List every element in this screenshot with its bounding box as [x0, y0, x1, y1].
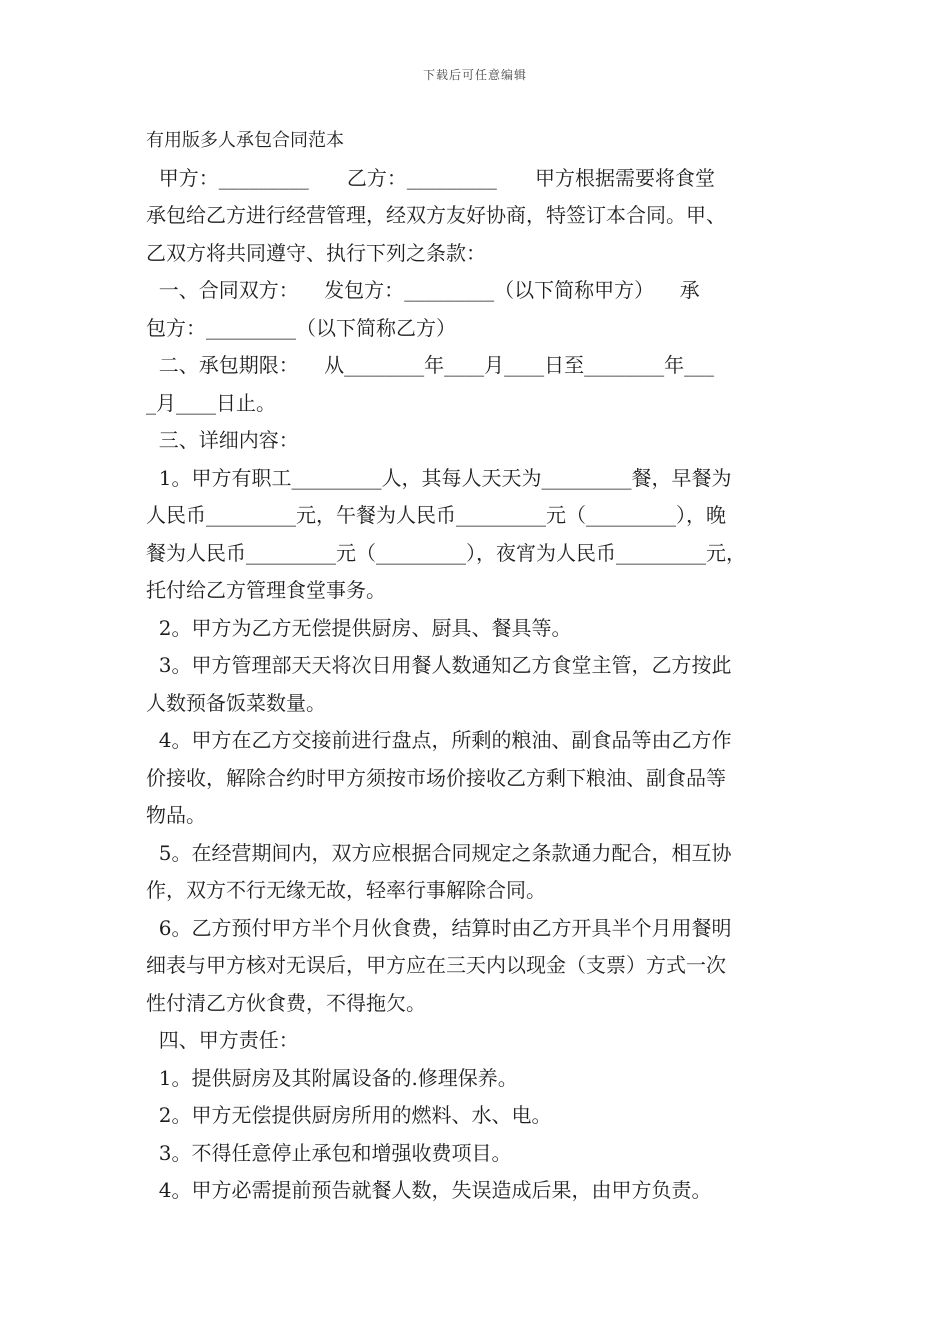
text-line: 乙双方将共同遵守、执行下列之条款： [146, 240, 486, 265]
text-line: 5。在经营期间内，双方应根据合同规定之条款通力配合，相互协 [146, 840, 732, 865]
text-line: 二、承包期限： 从________年____月____日至________年___ [146, 353, 715, 377]
document-title: 有用版多人承包合同范本 [146, 130, 344, 151]
text-line: 包方：_________（以下简称乙方） [146, 315, 456, 340]
text-line: 托付给乙方管理食堂事务。 [146, 578, 386, 602]
text-line: 人民币_________元，午餐为人民币_________元（_________），晚 [146, 503, 726, 527]
text-line: 6。乙方预付甲方半个月伙食费，结算时由乙方开具半个月用餐明 [146, 915, 732, 940]
text-line: 物品。 [146, 803, 206, 827]
text-line: 3。不得任意停止承包和增强收费项目。 [146, 1140, 512, 1165]
text-line: _月____日止。 [146, 390, 276, 415]
text-line: 4。甲方在乙方交接前进行盘点，所剩的粮油、副食品等由乙方作 [146, 728, 732, 752]
text-line: 价接收，解除合约时甲方须按市场价接收乙方剩下粮油、副食品等 [146, 765, 726, 790]
text-line: 作，双方不行无缘无故，轻率行事解除合同。 [146, 878, 546, 902]
text-line: 4。甲方必需提前预告就餐人数，失误造成后果，由甲方负责。 [146, 1178, 712, 1202]
text-line: 性付清乙方伙食费，不得拖欠。 [146, 990, 426, 1015]
text-line: 餐为人民币_________元（_________），夜宵为人民币_________元， [146, 540, 746, 565]
text-line: 细表与甲方核对无误后，甲方应在三天内以现金（支票）方式一次 [146, 953, 726, 977]
section-heading: 三、详细内容： [146, 428, 299, 452]
document-body [146, 122, 808, 1210]
text-line: 3。甲方管理部天天将次日用餐人数通知乙方食堂主管，乙方按此 [146, 653, 732, 677]
page-header-note: 下载后可任意编辑 [422, 68, 527, 82]
text-line: 甲方：_________ 乙方：_________ 甲方根据需要将食堂 [146, 165, 716, 190]
text-line: 人数预备饭菜数量。 [146, 690, 326, 715]
text-line: 2。甲方无偿提供厨房所用的燃料、水、电。 [146, 1103, 552, 1127]
text-line: 1。提供厨房及其附属设备的.修理保养。 [146, 1065, 518, 1090]
text-line: 2。甲方为乙方无偿提供厨房、厨具、餐具等。 [146, 615, 572, 640]
text-line: 承包给乙方进行经营管理，经双方友好协商，特签订本合同。甲、 [146, 203, 726, 227]
text-line: 1。甲方有职工_________人，其每人天天为_________餐，早餐为 [146, 465, 732, 490]
text-line: 一、合同双方： 发包方：_________（以下简称甲方） 承 [146, 278, 700, 302]
section-heading: 四、甲方责任： [146, 1028, 299, 1052]
